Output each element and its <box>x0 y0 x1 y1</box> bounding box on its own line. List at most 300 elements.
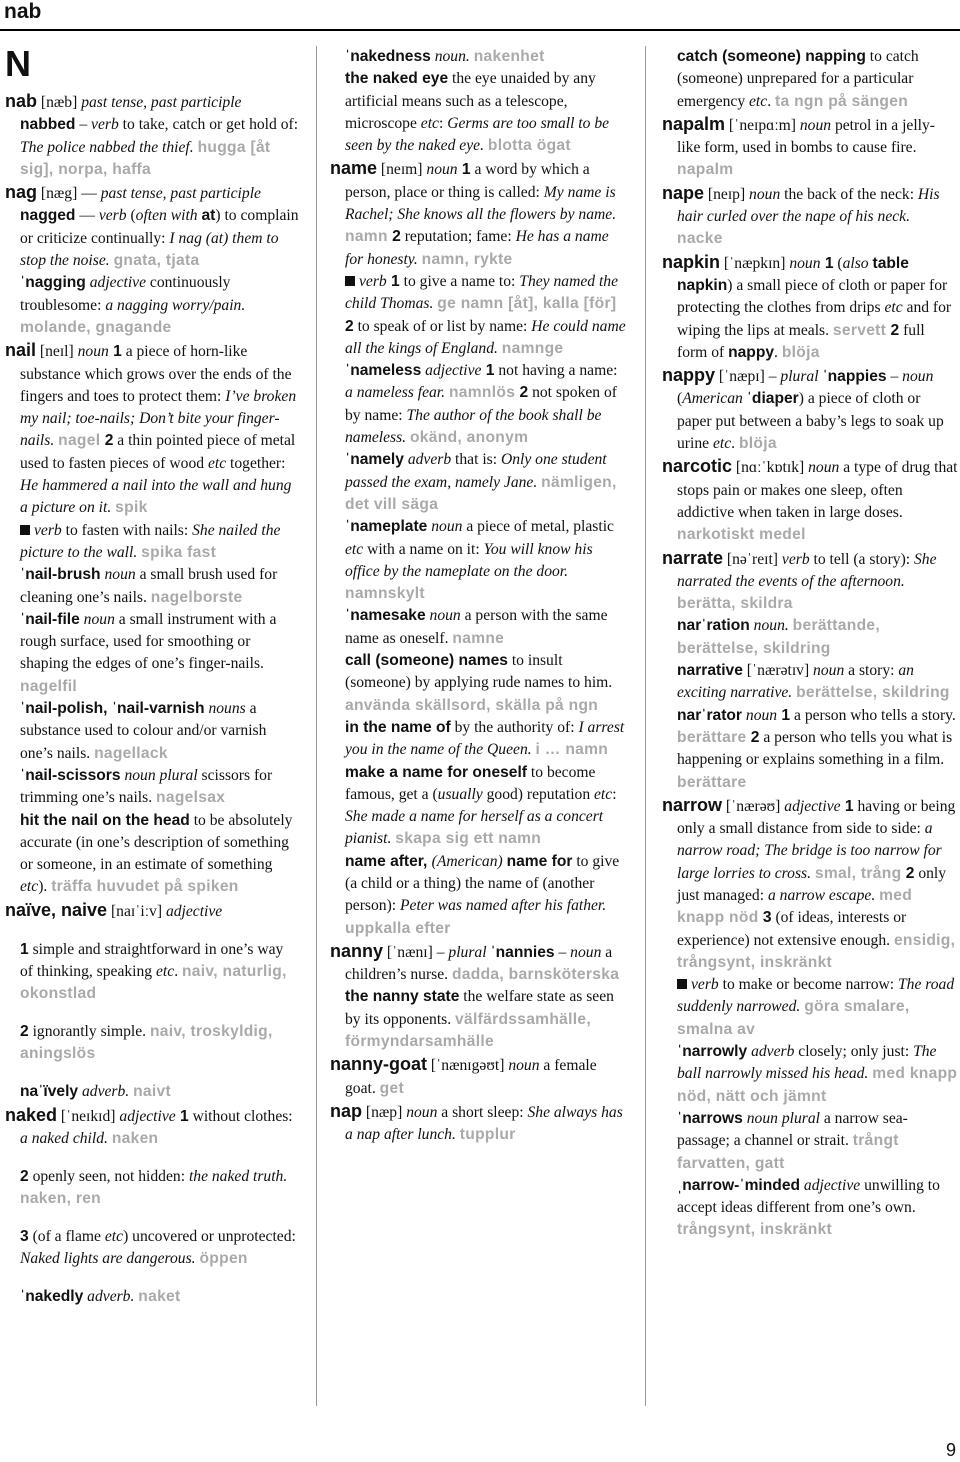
entry-subentry <box>662 1041 958 1108</box>
entry-text: [ˈnæpkɪn] <box>720 254 790 272</box>
entry-text: to make or become narrow: <box>718 976 898 994</box>
entry-subentry <box>662 660 958 705</box>
entry-italic-text: also <box>842 254 873 272</box>
entry-subentry <box>5 272 300 339</box>
entry-text: closely; only just: <box>794 1043 914 1061</box>
entry-text: to insult (someone) by applying rude names to him. <box>345 652 613 692</box>
swedish-translation: tupplur <box>459 1126 516 1144</box>
swedish-translation: namnge <box>501 339 564 357</box>
entry-text: : <box>612 785 617 803</box>
entry-italic-text: etc <box>884 299 903 317</box>
headword: ˌnarrow-ˈminded <box>677 1176 801 1194</box>
entry-text: the welfare state as seen by its opponents. <box>345 988 614 1028</box>
entry-sense <box>5 939 300 1006</box>
headword: ˈdiaper <box>746 390 799 408</box>
headword: hit the nail on the head <box>20 811 190 829</box>
dictionary-entry <box>330 1100 628 1147</box>
dictionary-entry <box>662 113 958 182</box>
swedish-translation: berättelse, skildring <box>796 684 950 702</box>
dictionary-entry <box>662 182 958 251</box>
headword: catch (someone) napping <box>677 48 866 65</box>
entry-italic-text: verb <box>691 976 719 994</box>
entry-italic-text: (American) <box>431 852 507 870</box>
column-divider <box>316 46 317 1406</box>
entry-subentry <box>5 810 300 899</box>
swedish-translation: molande, gnagande <box>20 318 172 336</box>
entry-bold-text: 2 <box>515 384 529 402</box>
entry-text: petrol in a jelly-like form, used in bombs to cause fire. <box>677 116 935 157</box>
entry-text: a substance used to colour and/or varnish one’s nails. <box>20 700 267 762</box>
entry-italic-text: verb <box>98 207 127 225</box>
swedish-translation: naket <box>138 1288 181 1306</box>
entry-italic-text: adverb <box>747 1043 795 1061</box>
entry-text: [ˈnæpɪ] – <box>715 368 781 386</box>
entry-italic-text: adjective <box>119 1107 176 1125</box>
entry-subentry <box>5 520 300 565</box>
entry-text: [næg] — <box>37 185 101 203</box>
entry-italic-text: My name is Rachel; She knows all the flowers by name. <box>345 183 617 224</box>
entry-text: [ˈnænɪ] – <box>383 943 449 961</box>
entry-text: a type of drug that stops pain or makes one sleep, often addictive when taken in large doses. <box>677 459 958 521</box>
entry-italic-text: Germs are too small to be seen by the naked eye. <box>345 114 610 155</box>
entry-text: to give a name to: <box>399 272 520 290</box>
swedish-translation: nagelsax <box>156 789 226 807</box>
entry-italic-text: They named the child Thomas. <box>345 272 618 313</box>
swedish-translation: hugga [åt sig], norpa, haffa <box>20 138 271 178</box>
entry-italic-text: The author of the book shall be nameless. <box>345 406 602 447</box>
headword: narcotic <box>662 456 733 477</box>
entry-italic-text: often with <box>135 207 202 225</box>
swedish-translation: namne <box>452 629 505 647</box>
entry-italic-text: noun. <box>430 48 474 65</box>
entry-bold-text: 2 <box>886 321 900 339</box>
entry-text: to be absolutely accurate (in one’s description of something or someone, in an estimate of something <box>20 811 293 874</box>
entry-italic-text: etc <box>345 540 364 558</box>
entry-italic-text: adverb <box>403 451 452 469</box>
swedish-translation: blöja <box>781 343 820 361</box>
entry-text: to take, catch or get hold of: <box>118 116 299 134</box>
dictionary-entry <box>5 339 300 519</box>
swedish-translation: blotta ögat <box>487 137 571 155</box>
swedish-translation: berätta, skildra <box>677 595 793 613</box>
headword: ˈnail-brush <box>20 566 101 584</box>
entry-italic-text: noun <box>808 459 840 477</box>
entry-italic-text: verb <box>91 116 119 134</box>
swedish-translation: berättande, berättelse, skildring <box>677 617 881 657</box>
entry-italic-text: etc <box>594 785 613 803</box>
entry-italic-text: noun <box>799 116 832 134</box>
entry-text: not spoken of by name: <box>345 384 617 424</box>
headword: nail <box>5 340 37 361</box>
entry-subentry <box>330 360 628 449</box>
entry-subentry <box>5 1081 300 1103</box>
headword: ˈnail-polish, ˈnail-varnish <box>20 700 205 718</box>
entry-bold-text: nappy <box>728 343 775 361</box>
entry-text: a piece of metal, plastic <box>462 518 614 536</box>
entry-italic-text: He hammered a nail into the wall and hung a picture on it. <box>20 477 292 517</box>
entry-italic-text: past tense, past participle <box>81 94 242 111</box>
entry-subentry <box>5 698 300 765</box>
headword: napkin <box>662 251 721 272</box>
swedish-translation: med knapp nöd, nätt och jämnt <box>677 1065 958 1105</box>
entry-text: that is: <box>451 451 501 469</box>
headword: nab <box>5 91 38 111</box>
entry-italic-text: He could name all the kings of England. <box>345 317 626 357</box>
entry-text: ) a small piece of cloth or paper for protecting the clothes from drips <box>677 276 948 317</box>
entry-italic-text: a narrow road; The bridge is too narrow for large lorries to cross. <box>677 820 942 882</box>
entry-italic-text: plural <box>780 368 823 386</box>
entry-text: [neɪl] <box>36 343 78 361</box>
entry-bold-text: 1 <box>457 161 471 179</box>
entry-italic-text: Only one student passed the exam, namely Jane. <box>345 451 607 491</box>
entry-text: ( <box>833 254 843 272</box>
page-number: 9 <box>945 1440 956 1460</box>
headword: narˈration <box>677 617 750 635</box>
entry-italic-text: noun <box>813 662 845 680</box>
entry-text: ) uncovered or unprotected: <box>123 1227 296 1245</box>
entry-text: . <box>731 435 739 453</box>
column-1 <box>5 42 300 1308</box>
headword: ˈnail-file <box>20 610 80 628</box>
entry-bold-text: 2 <box>345 317 354 335</box>
entry-bold-text: at <box>201 207 216 225</box>
entry-text: [næp] <box>362 1103 407 1121</box>
entry-italic-text: noun <box>100 566 136 584</box>
headword: nanny <box>330 940 384 961</box>
entry-italic-text: Peter was named after his father. <box>400 897 607 915</box>
entry-italic-text: etc <box>420 114 439 132</box>
headword: nag <box>5 182 38 203</box>
entry-bold-text: 3 <box>758 909 772 927</box>
headword: ˈnagging <box>20 274 86 292</box>
dictionary-entry <box>5 90 300 181</box>
entry-italic-text: a nameless fear. <box>345 384 449 402</box>
entry-subentry <box>662 705 958 794</box>
entry-italic-text: His hair curled over the nape of his neck. <box>677 185 940 226</box>
headword: nanny-goat <box>330 1054 427 1075</box>
entry-text: having or being only a small distance from side to side: <box>677 797 956 838</box>
entry-text: [neɪm] <box>377 161 427 179</box>
entry-italic-text: noun <box>570 943 602 961</box>
entry-subentry <box>662 615 958 660</box>
entry-text: and for wiping the lips at meals. <box>677 299 952 339</box>
entry-text: to become famous, get a ( <box>345 763 596 803</box>
headword: narrow <box>662 794 723 815</box>
entry-italic-text: etc <box>749 92 768 110</box>
headword: ˈnamely <box>345 451 404 469</box>
entry-italic-text: noun. <box>749 617 793 635</box>
entry-text: a female goat. <box>345 1057 597 1097</box>
headword: narˈrator <box>677 706 742 724</box>
headword: name for <box>506 852 573 870</box>
entry-italic-text: etc <box>156 962 175 980</box>
entry-text: ). <box>38 878 52 896</box>
entry-text: a children’s nurse. <box>345 943 613 984</box>
entry-bold-text: 3 <box>20 1227 29 1245</box>
entry-italic-text: noun <box>77 343 109 361</box>
headword: nabbed <box>20 116 76 134</box>
entry-subentry <box>662 46 958 113</box>
headword: ˈnakedness <box>345 48 431 65</box>
swedish-translation: nakenhet <box>473 48 545 65</box>
dictionary-entry <box>662 547 958 616</box>
dictionary-entry <box>330 940 628 987</box>
entry-text: ( <box>677 390 683 408</box>
entry-text: a person with the same name as oneself. <box>345 607 608 647</box>
entry-italic-text: adverb. <box>83 1288 139 1306</box>
entry-text: – <box>75 116 92 134</box>
entry-text: a word by which a person, place or thing is called: <box>345 161 590 201</box>
header-rule <box>0 29 960 31</box>
entry-italic-text: nouns <box>204 700 246 718</box>
entry-text: (of ideas, interests or experience) not extensive enough. <box>677 909 907 949</box>
swedish-translation: trångsynt, inskränkt <box>677 1221 833 1239</box>
swedish-translation: namn, rykte <box>421 250 513 268</box>
swedish-translation: spik <box>115 499 148 517</box>
entry-bold-text: 2 <box>20 1167 29 1185</box>
swedish-translation: nämligen, det vill säga <box>345 473 617 513</box>
swedish-translation: blöja <box>738 435 777 453</box>
swedish-translation: okänd, anonym <box>409 429 529 447</box>
entry-text: (of a flame <box>28 1227 105 1245</box>
swedish-translation: naiv, troskyldig, aningslös <box>20 1023 273 1063</box>
entry-subentry <box>330 516 628 605</box>
entry-italic-text: You will know his office by the nameplate on the door. <box>345 540 593 580</box>
swedish-translation: servett <box>832 321 887 339</box>
headword: name <box>330 158 378 179</box>
entry-italic-text: verb <box>781 550 810 568</box>
entry-bold-text: 1 <box>175 1107 189 1125</box>
headword: ˈnarrows <box>677 1109 743 1127</box>
entry-text: — <box>75 207 99 225</box>
column-2 <box>330 46 628 1147</box>
entry-subentry <box>330 605 628 650</box>
swedish-translation: dadda, barnsköterska <box>451 966 620 984</box>
headword: ˈnappies <box>822 368 887 386</box>
entry-italic-text: He has a name for honesty. <box>345 228 609 268</box>
headword: naïve, naive <box>5 899 108 920</box>
entry-text: – <box>886 368 903 386</box>
entry-italic-text: noun <box>749 185 781 203</box>
entry-subentry <box>662 974 958 1041</box>
headword: ˈnameplate <box>345 518 428 536</box>
entry-text: [naɪˈiːv] <box>107 902 166 920</box>
entry-italic-text: etc <box>712 435 732 453</box>
swedish-translation: trångt farvatten, gatt <box>677 1132 899 1172</box>
entry-bold-text: 1 <box>20 940 29 958</box>
headword: nappy <box>662 365 716 386</box>
entry-bold-text: 1 <box>820 254 834 272</box>
entry-text: ( <box>126 207 136 225</box>
entry-subentry <box>330 46 628 68</box>
entry-italic-text: Naked lights are dangerous. <box>20 1250 200 1268</box>
entry-italic-text: etc <box>20 878 39 896</box>
dictionary-entry <box>662 794 958 974</box>
entry-sense <box>5 1021 300 1066</box>
entry-italic-text: the naked truth. <box>188 1167 288 1185</box>
entry-subentry <box>330 271 628 360</box>
entry-text: without clothes: <box>188 1107 293 1125</box>
entry-italic-text: noun <box>426 161 458 179</box>
entry-italic-text: adjective <box>165 902 223 920</box>
dictionary-entry <box>662 251 958 364</box>
entry-italic-text: adverb. <box>78 1083 134 1101</box>
entry-text: [ˈnærəʊ] <box>722 797 785 815</box>
dictionary-entry <box>662 455 958 546</box>
column-divider <box>645 46 646 1406</box>
entry-text: . <box>174 962 182 980</box>
swedish-translation: öppen <box>199 1250 248 1268</box>
entry-text: a thin pointed piece of metal used to fasten pieces of wood <box>20 432 296 472</box>
entry-italic-text: noun <box>902 368 934 386</box>
entry-italic-text: etc <box>207 454 227 472</box>
bullet-square-icon <box>677 979 687 989</box>
swedish-translation: naken, ren <box>20 1190 101 1208</box>
entry-text: [nəˈreɪt] <box>723 550 782 568</box>
entry-text: openly seen, not hidden: <box>28 1167 189 1185</box>
swedish-translation: nagellack <box>94 744 168 762</box>
headword: ˈnamesake <box>345 607 426 625</box>
headword: ˈnarrowly <box>677 1043 748 1061</box>
guide-word: nab <box>4 0 42 23</box>
entry-text: full form of <box>677 321 925 361</box>
swedish-translation: nacke <box>677 230 723 248</box>
entry-italic-text: She made a name for herself as a concert pianist. <box>345 808 604 848</box>
entry-subentry <box>330 762 628 851</box>
entry-subentry <box>330 650 628 717</box>
headword: nagged <box>20 207 76 225</box>
entry-bold-text: 2 <box>901 864 915 882</box>
entry-text: not having a name: <box>494 362 618 380</box>
entry-bold-text: 2 <box>746 728 760 746</box>
entry-italic-text: past tense, past participle <box>100 185 261 203</box>
entry-italic-text: adjective <box>784 797 841 815</box>
swedish-translation: naivt <box>133 1083 171 1101</box>
entry-italic-text: noun <box>425 607 461 625</box>
entry-text: [ˈnærətɪv] <box>742 662 814 680</box>
dictionary-entry <box>5 181 300 272</box>
headword: ˈnameless <box>345 362 422 380</box>
headword: naked <box>5 1104 58 1125</box>
entry-bold-text: 2 <box>387 228 401 246</box>
headword: make a name for oneself <box>345 763 528 781</box>
entry-subentry <box>330 68 628 157</box>
entry-text: ignorantly simple. <box>28 1023 150 1041</box>
dictionary-entry <box>330 157 628 270</box>
headword: narrate <box>662 547 724 568</box>
swedish-translation: ensidig, trångsynt, inskränkt <box>677 931 956 971</box>
swedish-translation: nagel <box>58 432 101 450</box>
entry-text: unwilling to accept ideas different from one’s own. <box>677 1176 940 1217</box>
entry-italic-text: adjective <box>421 362 482 380</box>
entry-italic-text: noun <box>79 610 115 628</box>
headword: name after, <box>345 852 432 870</box>
swedish-translation: träffa huvudet på spiken <box>51 878 239 896</box>
entry-text: . <box>774 343 782 361</box>
entry-text: with a name on it: <box>363 540 484 558</box>
headword: napalm <box>662 113 726 134</box>
swedish-translation: nagelfil <box>20 677 77 695</box>
entry-italic-text: She nailed the picture to the wall. <box>20 521 281 561</box>
swedish-translation: ta ngn på sängen <box>775 92 909 110</box>
entry-italic-text: plural <box>448 943 491 961</box>
swedish-translation: naken <box>111 1129 159 1147</box>
swedish-translation: get <box>379 1079 404 1097</box>
entry-text: a narrow sea-passage; a channel or strait. <box>677 1109 908 1150</box>
entry-italic-text: adjective <box>800 1176 861 1194</box>
entry-text: [neɪp] <box>704 185 750 203</box>
swedish-translation: naiv, naturlig, okonstlad <box>20 962 287 1003</box>
entry-italic-text: adjective <box>85 274 147 292</box>
entry-text: simple and straightforward in one’s way of thinking, speaking <box>20 940 284 980</box>
entry-bold-text: table napkin <box>677 254 909 294</box>
entry-subentry <box>330 449 628 516</box>
headword: ˈnannies <box>490 943 555 961</box>
dictionary-entry <box>662 364 958 455</box>
entry-text: only just managed: <box>677 864 947 904</box>
entry-text: the back of the neck: <box>780 185 918 203</box>
swedish-translation: namn <box>345 228 388 246</box>
dictionary-entry <box>5 1104 300 1151</box>
entry-bold-text: 1 <box>840 797 854 815</box>
entry-italic-text: I’ve broken my nail; toe-nails; Don’t bite your finger-nails. <box>20 387 297 450</box>
entry-subentry <box>5 765 300 810</box>
swedish-translation: gnata, tjata <box>113 252 200 270</box>
entry-italic-text: a naked child. <box>20 1129 112 1147</box>
swedish-translation: uppkalla efter <box>345 919 451 937</box>
entry-text: a piece of horn-like substance which grows over the ends of the fingers and toes to protect them: <box>20 343 292 405</box>
entry-italic-text: an exciting narrative. <box>677 662 914 702</box>
entry-text: scissors for trimming one’s nails. <box>20 766 273 807</box>
entry-italic-text: usually <box>437 785 483 803</box>
entry-italic-text: She always has a nap after lunch. <box>345 1103 623 1144</box>
swedish-translation: skapa sig ett namn <box>395 830 542 848</box>
entry-text: [ˈnænɪgəʊt] <box>427 1057 509 1075</box>
entry-italic-text: I arrest you in the name of the Queen. <box>345 718 625 759</box>
entry-italic-text: The ball narrowly missed his head. <box>677 1043 937 1083</box>
entry-italic-text: etc <box>104 1227 124 1245</box>
entry-sense <box>5 1226 300 1271</box>
entry-bold-text: 1 <box>108 343 122 361</box>
headword: the naked eye <box>345 70 449 88</box>
entry-bold-text: 2 <box>20 1023 29 1041</box>
column-3 <box>662 46 958 1242</box>
entry-text: to give (a child or a thing) the name of (another person): <box>345 852 620 915</box>
entry-text: [ˈneɪkɪd] <box>57 1107 120 1125</box>
headword: in the name of <box>345 718 451 736</box>
entry-text: a person who tells you what is happening or explains something in a film. <box>677 728 953 769</box>
swedish-translation: smal, trång <box>814 864 902 882</box>
entry-subentry <box>5 564 300 609</box>
entry-bold-text: 2 <box>100 432 114 450</box>
dictionary-entry <box>330 1053 628 1100</box>
headword: call (someone) names <box>345 652 508 670</box>
swedish-translation: göra smalare, smalna av <box>677 998 910 1038</box>
entry-subentry <box>662 1175 958 1242</box>
entry-text: : <box>438 114 448 132</box>
page-header <box>0 0 960 30</box>
swedish-translation: namnlös <box>448 384 516 402</box>
dictionary-entry <box>5 899 300 923</box>
entry-italic-text: She narrated the events of the afternoon. <box>677 550 937 590</box>
entry-text: [næb] <box>37 94 82 111</box>
swedish-translation: använda skällsord, skälla på ngn <box>345 696 599 714</box>
entry-italic-text: noun plural <box>742 1109 820 1127</box>
entry-italic-text: verb <box>34 521 62 539</box>
entry-italic-text: I nag (at) them to stop the noise. <box>20 229 279 270</box>
entry-italic-text: The police nabbed the thief. <box>20 138 198 156</box>
headword: the nanny state <box>345 988 460 1006</box>
